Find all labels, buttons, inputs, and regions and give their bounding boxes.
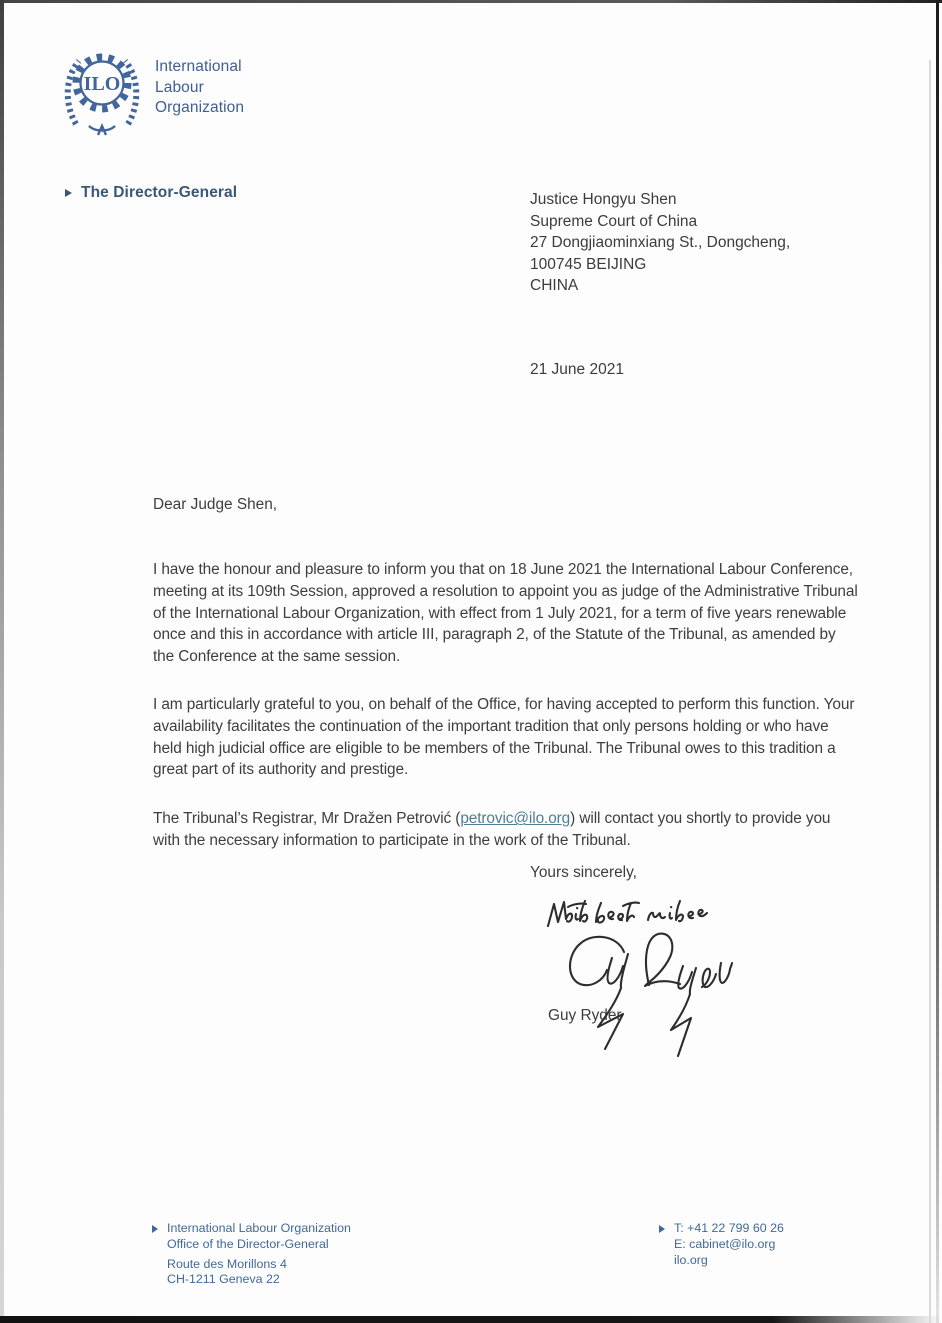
recipient-line: CHINA xyxy=(530,277,579,295)
sender-title-row xyxy=(65,184,237,202)
handwritten-word-wishes xyxy=(648,901,707,921)
footer-org-line: International Labour Organization xyxy=(167,1221,351,1235)
scan-edge-right xyxy=(936,0,939,1323)
signature-stroke-descender-1 xyxy=(598,988,623,1049)
recipient-line: 100745 BEIJING xyxy=(530,255,647,273)
body-paragraph-1: I have the honour and pleasure to inform you that on 18 June 2021 the International Labour Conference, meeting at its 109th Session, approved a resolution to appoint you as judge of the Administrative Tribunal of the International Labour Organization, with effect from 1 July 2021, for a term of five years renewable once and this in accordance with article III, paragraph 2, of the Statute of the Tribunal, as amended by the Conference at the same session. xyxy=(153,561,858,665)
body-paragraph-3 xyxy=(153,808,858,851)
signature-stroke-de-tail xyxy=(702,963,732,987)
logo-wordmark-line: International xyxy=(155,58,242,75)
scan-edge-left xyxy=(0,0,4,1323)
scan-edge-top xyxy=(0,0,942,3)
recipient-line: Supreme Court of China xyxy=(530,212,698,230)
recipient-line: Justice Hongyu Shen xyxy=(530,191,677,208)
footer-address-line: CH-1211 Geneva 22 xyxy=(167,1272,280,1287)
footer-email-line: E: cabinet@ilo.org xyxy=(674,1236,776,1251)
scan-edge-bottom xyxy=(0,1316,942,1323)
handwritten-word-with xyxy=(548,901,587,926)
sender-title: The Director-General xyxy=(81,184,238,201)
footer-phone-line: T: +41 22 799 60 26 xyxy=(674,1221,784,1235)
footer-address-block xyxy=(152,1221,351,1288)
signature-stroke-descender-2 xyxy=(671,994,691,1056)
signature-stroke-uy xyxy=(608,954,628,988)
logo-wordmark xyxy=(155,57,244,119)
logo-wordmark-line: Labour xyxy=(155,78,204,96)
signature-stroke-yd xyxy=(678,966,696,994)
salutation: Dear Judge Shen, xyxy=(153,496,278,513)
recipient-line: 27 Dongjiaominxiang St., Dongcheng, xyxy=(530,234,791,252)
signature-autograph xyxy=(528,886,798,1076)
pointer-triangle-icon xyxy=(659,1225,665,1233)
paragraph-3-prefix: The Tribunal’s Registrar, Mr Dražen Petrović ( xyxy=(153,810,461,828)
valediction: Yours sincerely, xyxy=(530,864,637,881)
body-paragraph-2: I am particularly grateful to you, on behalf of the Office, for having accepted to perform this function. Your availability facilitates the continuation of the important tradition that only persons holding or who have held high judicial office are eligible to be members of the Tribunal. The Tribunal owes to this tradition a great part of its authority and prestige. xyxy=(153,696,855,779)
letter-date: 21 June 2021 xyxy=(530,361,624,378)
signature-stroke-r-loop xyxy=(645,934,680,986)
footer-website-line: ilo.org xyxy=(674,1252,708,1267)
pointer-triangle-icon xyxy=(65,189,72,197)
footer-org-line: Office of the Director-General xyxy=(167,1236,329,1251)
registrar-email-link[interactable]: petrovic@ilo.org xyxy=(460,810,571,828)
handwritten-word-best xyxy=(596,903,639,923)
logo-wordmark-line: Organization xyxy=(155,99,245,116)
scan-edge-right-inner xyxy=(929,60,931,1323)
ilo-emblem-logo xyxy=(62,46,142,138)
recipient-address xyxy=(530,189,790,297)
signer-printed-name: Guy Ryder xyxy=(548,1007,622,1024)
footer-contact-block xyxy=(659,1221,784,1268)
paragraph-3-suffix: ) will contact you shortly to provide you with the necessary information to participate in the work of the Tribunal. xyxy=(153,810,831,849)
footer-address-line: Route des Morillons 4 xyxy=(167,1256,287,1271)
ilo-emblem-letters: ILO xyxy=(83,73,121,95)
pointer-triangle-icon xyxy=(152,1225,158,1233)
signature-stroke-g-loop xyxy=(570,937,624,985)
